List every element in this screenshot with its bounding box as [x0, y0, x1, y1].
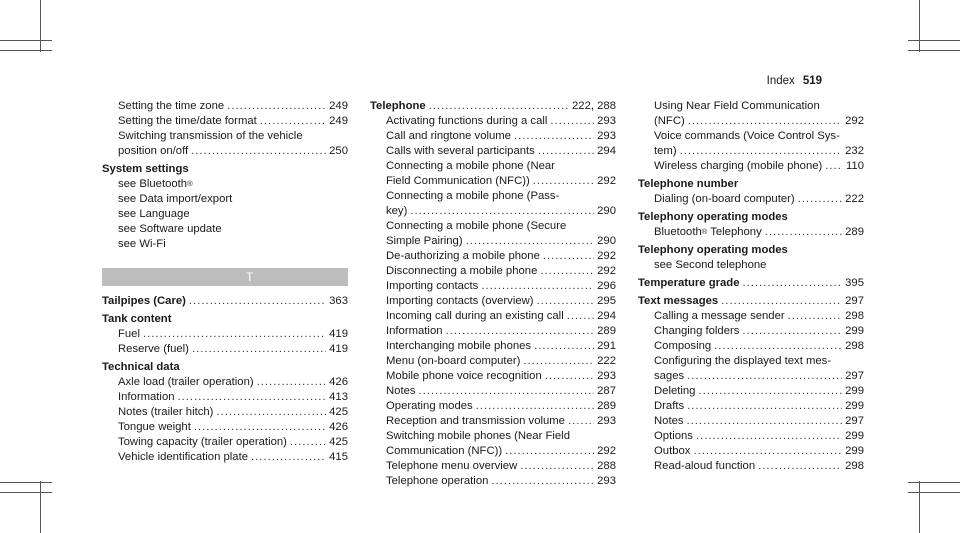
index-column-3 — [638, 99, 864, 474]
index-entry-line: Connecting a mobile phone (Near — [386, 160, 555, 172]
index-entry[interactable]: Reception and transmission volume ..... 293 — [370, 414, 616, 429]
index-entry[interactable]: Calls with several participants ..... 294 — [370, 144, 616, 159]
index-column-1 — [102, 99, 348, 465]
index-entry[interactable]: position on/off ..... 250 — [102, 144, 348, 159]
index-entry[interactable]: Telephone ..... 222, 288 — [370, 99, 616, 114]
index-entry[interactable]: Setting the time/date format ..... 249 — [102, 114, 348, 129]
index-entry[interactable]: Options ..... 299 — [638, 429, 864, 444]
index-entry[interactable]: Field Communication (NFC)) ..... 292 — [370, 174, 616, 189]
page-header — [767, 75, 822, 87]
crop-mark — [0, 492, 52, 493]
section-letter-band: T — [102, 268, 348, 286]
index-entry[interactable]: Calling a message sender ..... 298 — [638, 309, 864, 324]
index-entry[interactable]: Towing capacity (trailer operation) ..... 425 — [102, 435, 348, 450]
index-entry[interactable]: Outbox ..... 299 — [638, 444, 864, 459]
index-entry-line: Switching transmission of the vehicle — [118, 130, 303, 142]
index-entry[interactable]: Telephone operation ..... 293 — [370, 474, 616, 489]
index-reference[interactable]: see Data import/export — [118, 193, 233, 205]
index-heading: Technical data — [102, 361, 180, 373]
index-entry[interactable]: Communication (NFC)) ..... 292 — [370, 444, 616, 459]
index-entry[interactable]: Axle load (trailer operation) ..... 426 — [102, 375, 348, 390]
index-entry-line: Using Near Field Communication — [654, 100, 820, 112]
index-entry-line: Configuring the displayed text mes- — [654, 355, 832, 367]
crop-mark — [40, 0, 41, 52]
page-number: 519 — [802, 75, 822, 87]
index-entry[interactable]: Call and ringtone volume ..... 293 — [370, 129, 616, 144]
crop-mark — [919, 0, 920, 52]
index-entry[interactable]: Wireless charging (mobile phone) ..... 110 — [638, 159, 864, 174]
index-entry[interactable]: tem) ..... 232 — [638, 144, 864, 159]
index-entry[interactable]: De-authorizing a mobile phone ..... 292 — [370, 249, 616, 264]
index-reference[interactable]: see Bluetooth® — [118, 178, 193, 190]
index-heading: Tank content — [102, 313, 172, 325]
index-entry[interactable]: Tongue weight ..... 426 — [102, 420, 348, 435]
index-heading: Telephony operating modes — [638, 244, 788, 256]
crop-mark — [919, 481, 920, 533]
index-entry[interactable]: Temperature grade ..... 395 — [638, 276, 864, 291]
header-title: Index — [766, 75, 795, 87]
crop-mark — [908, 492, 960, 493]
index-entry[interactable]: Vehicle identification plate ..... 415 — [102, 450, 348, 465]
crop-mark — [908, 40, 960, 41]
crop-mark — [908, 482, 960, 483]
index-entry-line: Connecting a mobile phone (Pass- — [386, 190, 560, 202]
index-entry[interactable]: Setting the time zone ..... 249 — [102, 99, 348, 114]
index-heading: Telephony operating modes — [638, 211, 788, 223]
index-reference[interactable]: see Wi-Fi — [118, 238, 166, 250]
index-reference[interactable]: see Second telephone — [654, 259, 767, 271]
index-heading: Telephone number — [638, 178, 739, 190]
index-entry[interactable]: sages ..... 297 — [638, 369, 864, 384]
index-entry[interactable]: Deleting ..... 299 — [638, 384, 864, 399]
index-entry-line: Voice commands (Voice Control Sys- — [654, 130, 840, 142]
index-reference[interactable]: see Software update — [118, 223, 222, 235]
index-entry[interactable]: Notes ..... 297 — [638, 414, 864, 429]
index-entry[interactable]: Reserve (fuel) ..... 419 — [102, 342, 348, 357]
index-entry[interactable]: Activating functions during a call ..... 293 — [370, 114, 616, 129]
index-entry[interactable]: Importing contacts ..... 296 — [370, 279, 616, 294]
index-entry[interactable]: Drafts ..... 299 — [638, 399, 864, 414]
index-entry[interactable]: Tailpipes (Care) ..... 363 — [102, 294, 348, 309]
index-entry[interactable]: Fuel ..... 419 — [102, 327, 348, 342]
index-entry[interactable]: Dialing (on-board computer) ..... 222 — [638, 192, 864, 207]
index-entry[interactable]: Menu (on-board computer) ..... 222 — [370, 354, 616, 369]
index-entry[interactable]: Composing ..... 298 — [638, 339, 864, 354]
index-entry[interactable]: key) ..... 290 — [370, 204, 616, 219]
index-entry[interactable]: (NFC) ..... 292 — [638, 114, 864, 129]
crop-mark — [0, 50, 52, 51]
crop-mark — [40, 481, 41, 533]
index-entry[interactable]: Information ..... 413 — [102, 390, 348, 405]
index-entry[interactable]: Notes ..... 287 — [370, 384, 616, 399]
index-entry[interactable]: Importing contacts (overview) ..... 295 — [370, 294, 616, 309]
crop-mark — [0, 40, 52, 41]
index-entry-line: Switching mobile phones (Near Field — [386, 430, 570, 442]
index-entry[interactable]: Simple Pairing) ..... 290 — [370, 234, 616, 249]
index-entry[interactable]: Mobile phone voice recognition ..... 293 — [370, 369, 616, 384]
index-entry[interactable]: Information ..... 289 — [370, 324, 616, 339]
index-entry[interactable]: Disconnecting a mobile phone ..... 292 — [370, 264, 616, 279]
index-entry[interactable]: Operating modes ..... 289 — [370, 399, 616, 414]
index-reference[interactable]: see Language — [118, 208, 190, 220]
index-heading: System settings — [102, 163, 189, 175]
index-column-2 — [370, 99, 616, 489]
index-entry[interactable]: Text messages ..... 297 — [638, 294, 864, 309]
crop-mark — [908, 50, 960, 51]
index-entry[interactable]: Bluetooth® Telephony ..... 289 — [638, 225, 864, 240]
index-entry-line: Connecting a mobile phone (Secure — [386, 220, 567, 232]
index-entry[interactable]: Telephone menu overview ..... 288 — [370, 459, 616, 474]
index-entry[interactable]: Changing folders ..... 299 — [638, 324, 864, 339]
index-entry[interactable]: Interchanging mobile phones ..... 291 — [370, 339, 616, 354]
index-entry[interactable]: Notes (trailer hitch) ..... 425 — [102, 405, 348, 420]
index-entry[interactable]: Read-aloud function ..... 298 — [638, 459, 864, 474]
index-entry[interactable]: Incoming call during an existing call ..... 294 — [370, 309, 616, 324]
crop-mark — [0, 482, 52, 483]
